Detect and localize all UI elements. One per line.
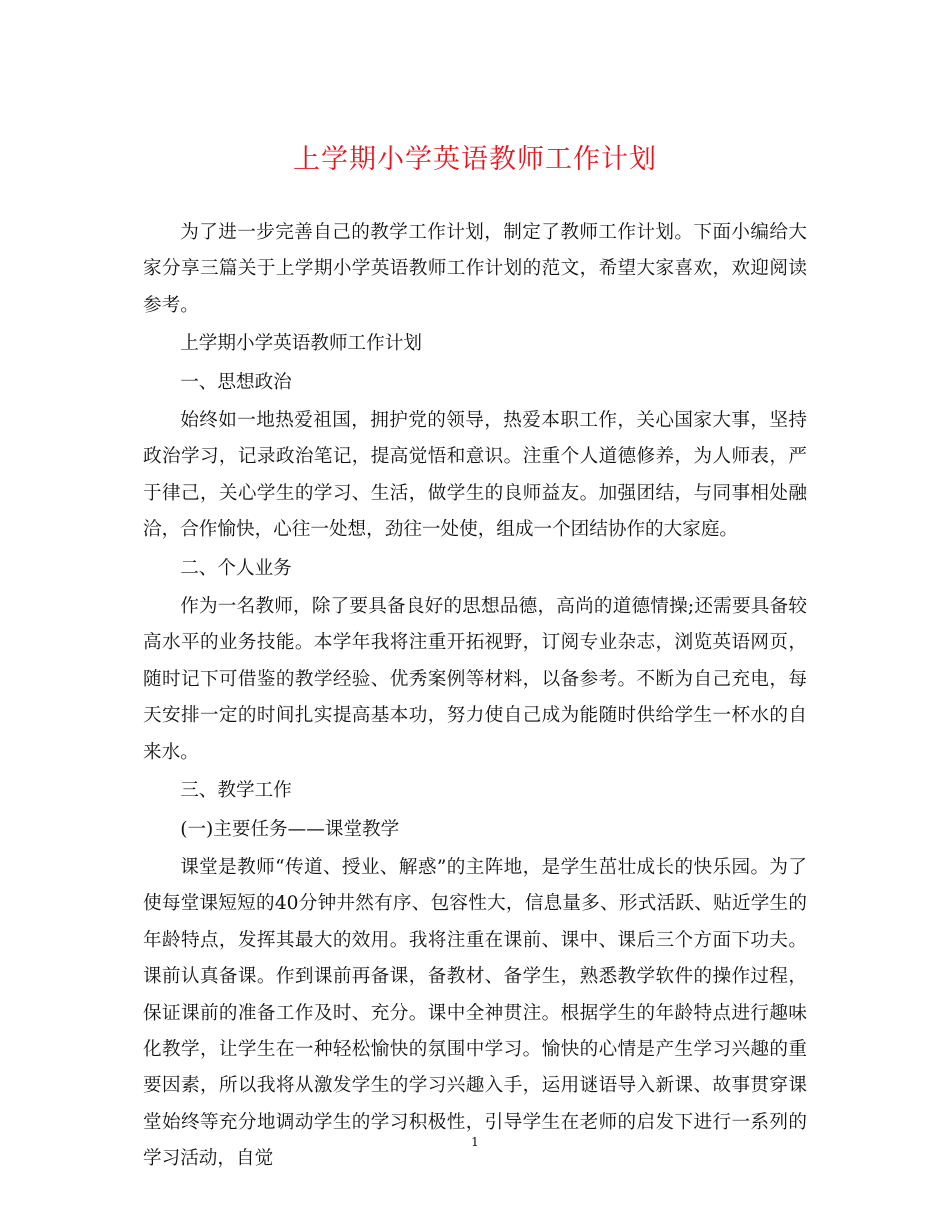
document-body	[143, 215, 807, 1180]
subsection-heading-classroom: (一)主要任务——课堂教学	[180, 818, 400, 840]
page-number: 1	[471, 1135, 479, 1149]
paragraph-intro: 为了进一步完善自己的教学工作计划，制定了教师工作计划。下面小编给大家分享三篇关于上学期小学英语教师工作计划的范文，希望大家喜欢，欢迎阅读参考。	[143, 222, 807, 316]
section-heading-teaching: 三、教学工作	[180, 780, 292, 802]
section-heading-personal: 二、个人业务	[180, 557, 292, 579]
paragraph-subtitle: 上学期小学英语教师工作计划	[180, 333, 422, 355]
paragraph-classroom: 课堂是教师“传道、授业、解惑”的主阵地，是学生茁壮成长的快乐园。为了使每堂课短短的40分钟井然有序、包容性大，信息量多、形式活跃、贴近学生的年龄特点，发挥其最大的效用。我将注重在课前、课中、课后三个方面下功夫。课前认真备课。作到课前再备课，备教材、备学生，熟悉教学软件的操作过程，保证课前的准备工作及时、充分。课中全神贯注。根据学生的年龄特点进行趣味化教学，让学生在一种轻松愉快的氛围中学习。愉快的心情是产生学习兴趣的重要因素，所以我将从激发学生的学习兴趣入手，运用谜语导入新课、故事贯穿课堂始终等充分地调动学生的学习积极性，引导学生在老师的启发下进行一系列的学习活动，自觉	[143, 856, 807, 1170]
document-title: 上学期小学英语教师工作计划	[293, 144, 657, 175]
paragraph-personal: 作为一名教师，除了要具备良好的思想品德，高尚的道德情操;还需要具备较高水平的业务技能。本学年我将注重开拓视野，订阅专业杂志，浏览英语网页，随时记下可借鉴的教学经验、优秀案例等材料，以备参考。不断为自己充电，每天安排一定的时间扎实提高基本功，努力使自己成为能随时供给学生一杯水的自来水。	[143, 596, 807, 763]
section-heading-ideology: 一、思想政治	[180, 371, 292, 393]
paragraph-ideology: 始终如一地热爱祖国，拥护党的领导，热爱本职工作，关心国家大事，坚持政治学习，记录政治笔记，提高觉悟和意识。注重个人道德修养，为人师表，严于律己，关心学生的学习、生活，做学生的良师益友。加强团结，与同事相处融洽，合作愉快，心往一处想，劲往一处使，组成一个团结协作的大家庭。	[143, 410, 807, 541]
